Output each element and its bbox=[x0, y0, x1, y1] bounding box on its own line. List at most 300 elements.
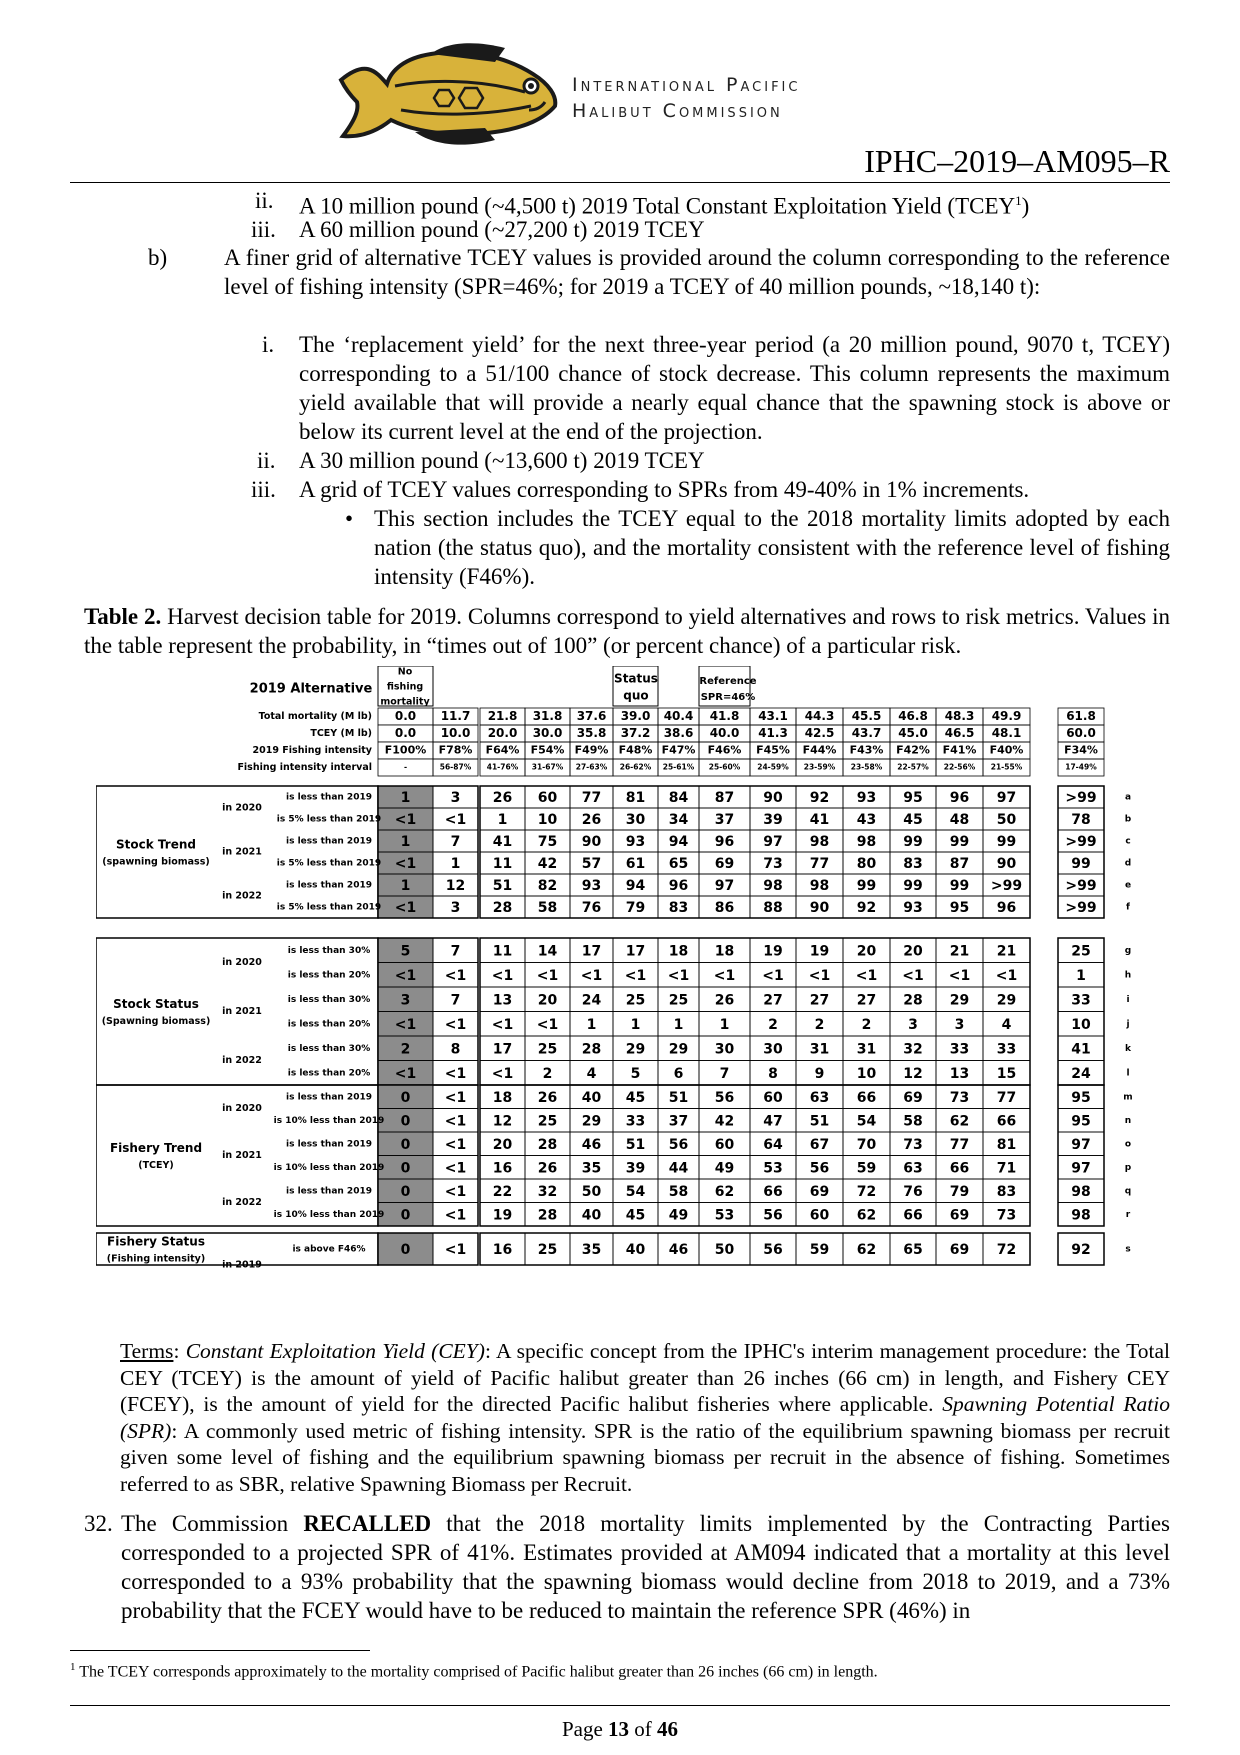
table-cell: 70 bbox=[856, 1136, 877, 1153]
header-cell: - bbox=[403, 762, 408, 772]
row-letter: r bbox=[1125, 1209, 1131, 1220]
table-cell: 24 bbox=[581, 992, 602, 1009]
table-cell: 46 bbox=[581, 1136, 602, 1153]
table-cell: 26 bbox=[714, 992, 735, 1009]
metric-label: is less than 30% bbox=[287, 994, 371, 1005]
table-cell: 66 bbox=[763, 1183, 783, 1200]
table-cell: 90 bbox=[581, 834, 602, 850]
table-cell: <1 bbox=[995, 967, 1018, 984]
table-cell: 96 bbox=[949, 790, 970, 806]
table-cell: 2 bbox=[542, 1065, 553, 1082]
table-cell: 32 bbox=[537, 1183, 558, 1200]
year-label: in 2021 bbox=[222, 846, 262, 858]
table-cell: 29 bbox=[625, 1041, 646, 1058]
header-cell: F54% bbox=[530, 743, 565, 757]
table-cell: 34 bbox=[668, 812, 689, 828]
table-cell: 56 bbox=[809, 1160, 830, 1177]
table-cell: 66 bbox=[856, 1089, 877, 1106]
table-cell: <1 bbox=[444, 1207, 467, 1224]
header-no-fishing: No bbox=[397, 666, 413, 678]
table-cell: 92 bbox=[1071, 1242, 1091, 1258]
table-cell: 49 bbox=[668, 1207, 689, 1224]
table-cell: 62 bbox=[856, 1242, 877, 1258]
table-cell: 83 bbox=[903, 856, 923, 872]
table-cell: 93 bbox=[903, 900, 923, 916]
table-cell: 16 bbox=[492, 1242, 513, 1258]
table-cell: 12 bbox=[492, 1113, 513, 1130]
header-cell: 48.3 bbox=[944, 709, 975, 723]
list-item-ii-number: ii. bbox=[255, 188, 274, 213]
table-cell: 33 bbox=[949, 1041, 970, 1058]
table-cell: 17 bbox=[625, 943, 646, 960]
table-cell: 83 bbox=[668, 900, 689, 916]
table-cell: 57 bbox=[581, 856, 602, 872]
table-caption: Table 2. Harvest decision table for 2019. Columns correspond to yield alternatives and rows to risk metrics. Values in the table represent the probability, in “times out of 100” (or percent chance) of a particular risk. bbox=[84, 604, 1170, 658]
table-cell: 0 bbox=[400, 1136, 411, 1153]
table-cell: 2 bbox=[400, 1041, 411, 1058]
table-cell: 77 bbox=[581, 790, 602, 806]
header-status-quo: quo bbox=[623, 688, 649, 703]
table-cell: 96 bbox=[668, 878, 689, 894]
year-label: in 2019 bbox=[222, 1259, 262, 1271]
table-cell: 62 bbox=[949, 1113, 970, 1130]
header-cell: F43% bbox=[849, 743, 884, 757]
table-cell: 48 bbox=[949, 812, 970, 828]
table-cell: 43 bbox=[856, 812, 877, 828]
table-cell: 54 bbox=[856, 1113, 877, 1130]
table-cell: 59 bbox=[856, 1160, 877, 1177]
metric-label: is less than 20% bbox=[287, 970, 371, 981]
table-cell: 37 bbox=[668, 1113, 689, 1130]
table-cell: 3 bbox=[400, 992, 411, 1009]
table-cell: 60 bbox=[763, 1089, 783, 1106]
row-label: Total mortality (M lb) bbox=[258, 711, 372, 722]
row-letter: c bbox=[1125, 836, 1131, 847]
table-cell: 51 bbox=[625, 1136, 646, 1153]
header-no-fishing: fishing bbox=[386, 681, 424, 693]
table-cell: 20 bbox=[856, 943, 877, 960]
table-cell: 78 bbox=[1071, 812, 1091, 828]
footnote-rule bbox=[70, 1650, 370, 1651]
table-cell: 44 bbox=[668, 1160, 689, 1177]
year-label: in 2022 bbox=[222, 1197, 262, 1208]
header-cell: 23-58% bbox=[850, 762, 883, 772]
table-cell: >99 bbox=[1065, 834, 1097, 850]
table-cell: 50 bbox=[714, 1242, 735, 1258]
table-cell: 46 bbox=[668, 1242, 689, 1258]
row-letter: d bbox=[1124, 858, 1132, 869]
table-cell: 95 bbox=[903, 790, 923, 806]
row-label: TCEY (M lb) bbox=[310, 728, 372, 739]
header-cell: 30.0 bbox=[532, 726, 563, 740]
table-cell: 97 bbox=[763, 834, 783, 850]
table-cell: 24 bbox=[1071, 1065, 1091, 1082]
table-cell: 16 bbox=[492, 1160, 513, 1177]
table-cell: 88 bbox=[763, 900, 783, 916]
table-cell: <1 bbox=[444, 967, 467, 984]
header-cell: F40% bbox=[989, 743, 1024, 757]
table-cell: 1 bbox=[719, 1016, 730, 1033]
table-cell: 98 bbox=[809, 834, 830, 850]
header-cell: 46.5 bbox=[944, 726, 975, 740]
table-cell: 73 bbox=[996, 1207, 1017, 1224]
section-subtitle: (spawning biomass) bbox=[102, 856, 210, 868]
header-cell: F47% bbox=[661, 743, 696, 757]
table-cell: 40 bbox=[581, 1207, 602, 1224]
header-cell: 17-49% bbox=[1065, 762, 1097, 772]
header-cell: 21.8 bbox=[487, 709, 518, 723]
table-cell: 18 bbox=[714, 943, 735, 960]
table-cell: 12 bbox=[903, 1065, 923, 1082]
list-item-iii-number: iii. bbox=[251, 217, 276, 242]
table-cell: 0 bbox=[400, 1183, 411, 1200]
list-item-iii: A 60 million pound (~27,200 t) 2019 TCEY bbox=[299, 217, 705, 242]
table-cell: 39 bbox=[625, 1160, 646, 1177]
header-cell: F48% bbox=[618, 743, 653, 757]
table-cell: 30 bbox=[763, 1041, 783, 1058]
header-cell: F42% bbox=[896, 743, 930, 757]
table-cell: 0 bbox=[400, 1113, 411, 1130]
header-cell: 26-62% bbox=[619, 762, 652, 772]
table-cell: 95 bbox=[1071, 1089, 1091, 1106]
header-cell: 56-87% bbox=[439, 762, 472, 772]
table-cell: >99 bbox=[1065, 878, 1097, 894]
table-cell: 69 bbox=[949, 1207, 970, 1224]
table-cell: 93 bbox=[625, 834, 646, 850]
row-letter: a bbox=[1124, 792, 1132, 803]
table-cell: 63 bbox=[903, 1160, 923, 1177]
row-letter: i bbox=[1126, 994, 1130, 1005]
header-cell: F34% bbox=[1064, 743, 1098, 757]
table-cell: 77 bbox=[949, 1136, 970, 1153]
table-cell: <1 bbox=[536, 1016, 559, 1033]
table-cell: 18 bbox=[492, 1089, 513, 1106]
metric-label: is 10% less than 2019 bbox=[273, 1162, 385, 1173]
table-cell: 56 bbox=[714, 1089, 735, 1106]
paragraph-number: 32. bbox=[84, 1511, 113, 1536]
table-cell: 51 bbox=[668, 1089, 689, 1106]
row-letter: n bbox=[1124, 1115, 1132, 1126]
table-cell: 3 bbox=[954, 1016, 965, 1033]
table-cell: 61 bbox=[625, 856, 646, 872]
header-cell: 46.8 bbox=[898, 709, 928, 723]
table-cell: 77 bbox=[809, 856, 830, 872]
table-cell: 7 bbox=[450, 992, 461, 1009]
table-cell: <1 bbox=[624, 967, 647, 984]
table-cell: 2 bbox=[768, 1016, 778, 1033]
table-cell: 98 bbox=[809, 878, 830, 894]
header-cell: 22-56% bbox=[943, 762, 976, 772]
table-cell: 69 bbox=[949, 1242, 970, 1258]
list-item-b-iii: A grid of TCEY values corresponding to SPRs from 49-40% in 1% increments. bbox=[299, 477, 1030, 502]
table-cell: 56 bbox=[763, 1242, 783, 1258]
table-cell: 64 bbox=[763, 1136, 783, 1153]
list-item-b-i-number: i. bbox=[262, 332, 275, 357]
table-cell: 11 bbox=[492, 856, 513, 872]
table-cell: 8 bbox=[450, 1041, 461, 1058]
table-cell: >99 bbox=[1065, 900, 1097, 916]
header-cell: 42.5 bbox=[804, 726, 835, 740]
table-cell: 29 bbox=[668, 1041, 689, 1058]
table-cell: 42 bbox=[714, 1113, 735, 1130]
table-cell: 1 bbox=[400, 790, 411, 806]
table-cell: 69 bbox=[809, 1183, 830, 1200]
table-cell: 13 bbox=[949, 1065, 970, 1082]
table-cell: 19 bbox=[809, 943, 830, 960]
table-cell: 25 bbox=[537, 1041, 558, 1058]
row-letter: k bbox=[1125, 1043, 1131, 1054]
table-cell: 3 bbox=[450, 790, 461, 806]
table-cell: >99 bbox=[1065, 790, 1097, 806]
table-cell: 3 bbox=[908, 1016, 918, 1033]
header-cell: 31.8 bbox=[532, 709, 563, 723]
table-cell: 28 bbox=[581, 1041, 602, 1058]
header-cell: 20.0 bbox=[487, 726, 518, 740]
table-cell: 3 bbox=[450, 900, 461, 916]
table-cell: 50 bbox=[581, 1183, 602, 1200]
table-cell: 73 bbox=[763, 856, 783, 872]
header-cell: F45% bbox=[756, 743, 790, 757]
table-cell: <1 bbox=[444, 812, 467, 828]
row-letter: l bbox=[1126, 1068, 1130, 1079]
header-cell: 43.7 bbox=[851, 726, 882, 740]
table-cell: 33 bbox=[625, 1113, 646, 1130]
table-cell: 60 bbox=[714, 1136, 735, 1153]
table-cell: 2 bbox=[814, 1016, 825, 1033]
metric-label: is above F46% bbox=[292, 1244, 366, 1255]
table-cell: 99 bbox=[856, 878, 877, 894]
header-cell: 37.6 bbox=[576, 709, 607, 723]
table-cell: 1 bbox=[630, 1016, 641, 1033]
table-cell: 97 bbox=[996, 790, 1017, 806]
header-cell: F64% bbox=[485, 743, 520, 757]
table-cell: 62 bbox=[856, 1207, 877, 1224]
table-cell: 0 bbox=[400, 1242, 411, 1258]
table-cell: 98 bbox=[1071, 1183, 1091, 1200]
table-cell: 90 bbox=[996, 856, 1017, 872]
section-name: Stock Trend bbox=[116, 837, 196, 852]
row-label: Fishing intensity interval bbox=[237, 762, 372, 773]
row-letter: j bbox=[1126, 1019, 1130, 1030]
harvest-decision-table bbox=[96, 666, 1152, 1331]
table-cell: 59 bbox=[809, 1242, 830, 1258]
table-cell: 26 bbox=[537, 1089, 558, 1106]
header-cell: 37.2 bbox=[620, 726, 651, 740]
row-letter: e bbox=[1124, 880, 1132, 891]
table-cell: 66 bbox=[949, 1160, 970, 1177]
header-cell: F41% bbox=[942, 743, 977, 757]
table-cell: 28 bbox=[537, 1136, 558, 1153]
table-cell: 25 bbox=[625, 992, 646, 1009]
table-cell: <1 bbox=[713, 967, 736, 984]
table-cell: 99 bbox=[903, 834, 923, 850]
table-cell: 1 bbox=[497, 812, 508, 828]
list-item-b-iii-number: iii. bbox=[251, 477, 276, 502]
table-cell: 63 bbox=[809, 1089, 830, 1106]
table-cell: 7 bbox=[450, 943, 461, 960]
table-cell: 29 bbox=[996, 992, 1017, 1009]
table-cell: 90 bbox=[763, 790, 783, 806]
table-cell: 99 bbox=[996, 834, 1017, 850]
table-cell: 60 bbox=[537, 790, 558, 806]
header-cell: 39.0 bbox=[620, 709, 651, 723]
list-item-b-i: The ‘replacement yield’ for the next three-year period (a 20 million pound, 9070 t, TCEY) corresponding to a 51/100 chance of stock decrease. This column represents the maximum yield available that will provide a nearly equal chance that the spawning stock is above or below its current level at the end of the projection. bbox=[299, 332, 1170, 444]
list-item-b: A finer grid of alternative TCEY values is provided around the column corresponding to the reference level of fishing intensity (SPR=46%; for 2019 a TCEY of 40 million pounds, ~18,140 t): bbox=[224, 245, 1170, 299]
metric-label: is 5% less than 2019 bbox=[276, 858, 382, 869]
table-cell: 10 bbox=[856, 1065, 877, 1082]
table-cell: 62 bbox=[714, 1183, 735, 1200]
table-cell: 41 bbox=[809, 812, 830, 828]
table-cell: <1 bbox=[580, 967, 603, 984]
table-cell: 50 bbox=[996, 812, 1017, 828]
document-id: IPHC–2019–AM095–R bbox=[864, 143, 1170, 179]
table-cell: 21 bbox=[949, 943, 970, 960]
table-cell: 53 bbox=[763, 1160, 783, 1177]
header-reference: Reference bbox=[699, 676, 757, 687]
header-cell: F78% bbox=[438, 743, 473, 757]
table-cell: 53 bbox=[714, 1207, 735, 1224]
table-cell: <1 bbox=[444, 1242, 467, 1258]
table-cell: 69 bbox=[714, 856, 735, 872]
table-cell: 4 bbox=[1001, 1016, 1012, 1033]
table-cell: 20 bbox=[492, 1136, 513, 1153]
header-cell: F44% bbox=[802, 743, 837, 757]
table-cell: 96 bbox=[714, 834, 735, 850]
table-cell: 86 bbox=[714, 900, 735, 916]
bullet-item: This section includes the TCEY equal to the 2018 mortality limits adopted by each nation (the status quo), and the mortality consistent with the reference level of fishing intensity (F46%). bbox=[374, 506, 1170, 589]
table-cell: <1 bbox=[444, 1160, 467, 1177]
year-label: in 2022 bbox=[222, 1055, 262, 1066]
table-cell: 41 bbox=[1071, 1041, 1091, 1058]
table-cell: 60 bbox=[809, 1207, 830, 1224]
table-cell: 25 bbox=[537, 1113, 558, 1130]
table-cell: 87 bbox=[949, 856, 970, 872]
table-cell: 8 bbox=[768, 1065, 778, 1082]
table-cell: 26 bbox=[492, 790, 513, 806]
table-cell: 96 bbox=[996, 900, 1017, 916]
table-cell: 54 bbox=[625, 1183, 646, 1200]
list-item-b-ii-number: ii. bbox=[257, 448, 276, 473]
table-cell: 19 bbox=[492, 1207, 513, 1224]
table-cell: 92 bbox=[856, 900, 877, 916]
list-item-b-number: b) bbox=[148, 245, 168, 270]
table-cell: 1 bbox=[673, 1016, 684, 1033]
row-letter: s bbox=[1125, 1244, 1131, 1255]
section-subtitle: (Fishing intensity) bbox=[106, 1253, 206, 1265]
table-cell: 81 bbox=[625, 790, 646, 806]
table-cell: 66 bbox=[903, 1207, 923, 1224]
table-cell: 84 bbox=[668, 790, 689, 806]
table-cell: <1 bbox=[536, 967, 559, 984]
table-cell: 95 bbox=[949, 900, 970, 916]
table-cell: <1 bbox=[394, 967, 417, 984]
header-cell: 40.4 bbox=[663, 709, 694, 723]
table-cell: 73 bbox=[949, 1089, 970, 1106]
table-cell: 47 bbox=[763, 1113, 783, 1130]
halibut-logo-icon bbox=[335, 40, 565, 150]
table-cell: 27 bbox=[856, 992, 877, 1009]
year-label: in 2020 bbox=[222, 802, 262, 814]
table-cell: >99 bbox=[990, 878, 1023, 894]
table-cell: 98 bbox=[763, 878, 783, 894]
table-cell: 58 bbox=[537, 900, 558, 916]
table-cell: 76 bbox=[903, 1183, 923, 1200]
table-cell: 56 bbox=[763, 1207, 783, 1224]
table-cell: 73 bbox=[903, 1136, 923, 1153]
table-cell: 69 bbox=[903, 1089, 923, 1106]
table-cell: 72 bbox=[996, 1242, 1017, 1258]
table-cell: 29 bbox=[581, 1113, 602, 1130]
year-label: in 2020 bbox=[222, 957, 262, 968]
table-cell: <1 bbox=[394, 856, 417, 872]
table-cell: <1 bbox=[444, 1016, 467, 1033]
header-cell: 40.0 bbox=[709, 726, 740, 740]
table-cell: 15 bbox=[996, 1065, 1017, 1082]
header-cell: 41.3 bbox=[758, 726, 788, 740]
table-cell: 94 bbox=[668, 834, 689, 850]
header-cell: 22-57% bbox=[897, 762, 929, 772]
table-cell: 7 bbox=[719, 1065, 730, 1082]
row-letter: q bbox=[1124, 1186, 1132, 1197]
header-cell: 44.3 bbox=[804, 709, 835, 723]
header-cell: 61.8 bbox=[1066, 709, 1096, 723]
table-cell: 28 bbox=[492, 900, 513, 916]
table-cell: <1 bbox=[902, 967, 924, 984]
metric-label: is 10% less than 2019 bbox=[273, 1115, 385, 1126]
table-cell: <1 bbox=[394, 1016, 417, 1033]
metric-label: is less than 30% bbox=[287, 945, 371, 956]
metric-label: is 5% less than 2019 bbox=[276, 902, 382, 913]
table-cell: 51 bbox=[809, 1113, 830, 1130]
row-letter: b bbox=[1124, 814, 1132, 825]
table-cell: 28 bbox=[903, 992, 923, 1009]
table-cell: 71 bbox=[996, 1160, 1017, 1177]
header-cell: 31-67% bbox=[531, 762, 564, 772]
table-cell: 58 bbox=[903, 1113, 923, 1130]
organization-name: International Pacific Halibut Commission bbox=[572, 74, 801, 122]
header-cell: 0.0 bbox=[394, 726, 417, 740]
table-cell: 2 bbox=[861, 1016, 872, 1033]
table-cell: 99 bbox=[949, 878, 970, 894]
table-cell: 27 bbox=[809, 992, 830, 1009]
table-cell: <1 bbox=[667, 967, 690, 984]
table-cell: 13 bbox=[492, 992, 513, 1009]
bullet-icon: • bbox=[345, 506, 354, 531]
table-cell: <1 bbox=[444, 1136, 467, 1153]
header-cell: 41-76% bbox=[486, 762, 519, 772]
header-cell: 25-60% bbox=[708, 762, 741, 772]
table-cell: 97 bbox=[714, 878, 735, 894]
table-cell: <1 bbox=[394, 1065, 417, 1082]
table-cell: <1 bbox=[808, 967, 831, 984]
table-cell: 98 bbox=[1071, 1207, 1091, 1224]
table-cell: 29 bbox=[949, 992, 970, 1009]
header-cell: F100% bbox=[384, 743, 427, 757]
metric-label: is less than 2019 bbox=[286, 880, 372, 891]
table-cell: 1 bbox=[1076, 967, 1086, 984]
table-cell: 0 bbox=[400, 1160, 411, 1177]
table-cell: <1 bbox=[444, 1183, 467, 1200]
table-cell: 33 bbox=[996, 1041, 1017, 1058]
table-cell: 31 bbox=[856, 1041, 877, 1058]
section-name: Fishery Trend bbox=[109, 1141, 203, 1155]
table-cell: 92 bbox=[809, 790, 830, 806]
table-cell: 65 bbox=[903, 1242, 923, 1258]
header-cell: 41.8 bbox=[709, 709, 740, 723]
group-border bbox=[480, 1233, 1030, 1265]
table-cell: 33 bbox=[1071, 992, 1091, 1009]
table-cell: 5 bbox=[630, 1065, 641, 1082]
